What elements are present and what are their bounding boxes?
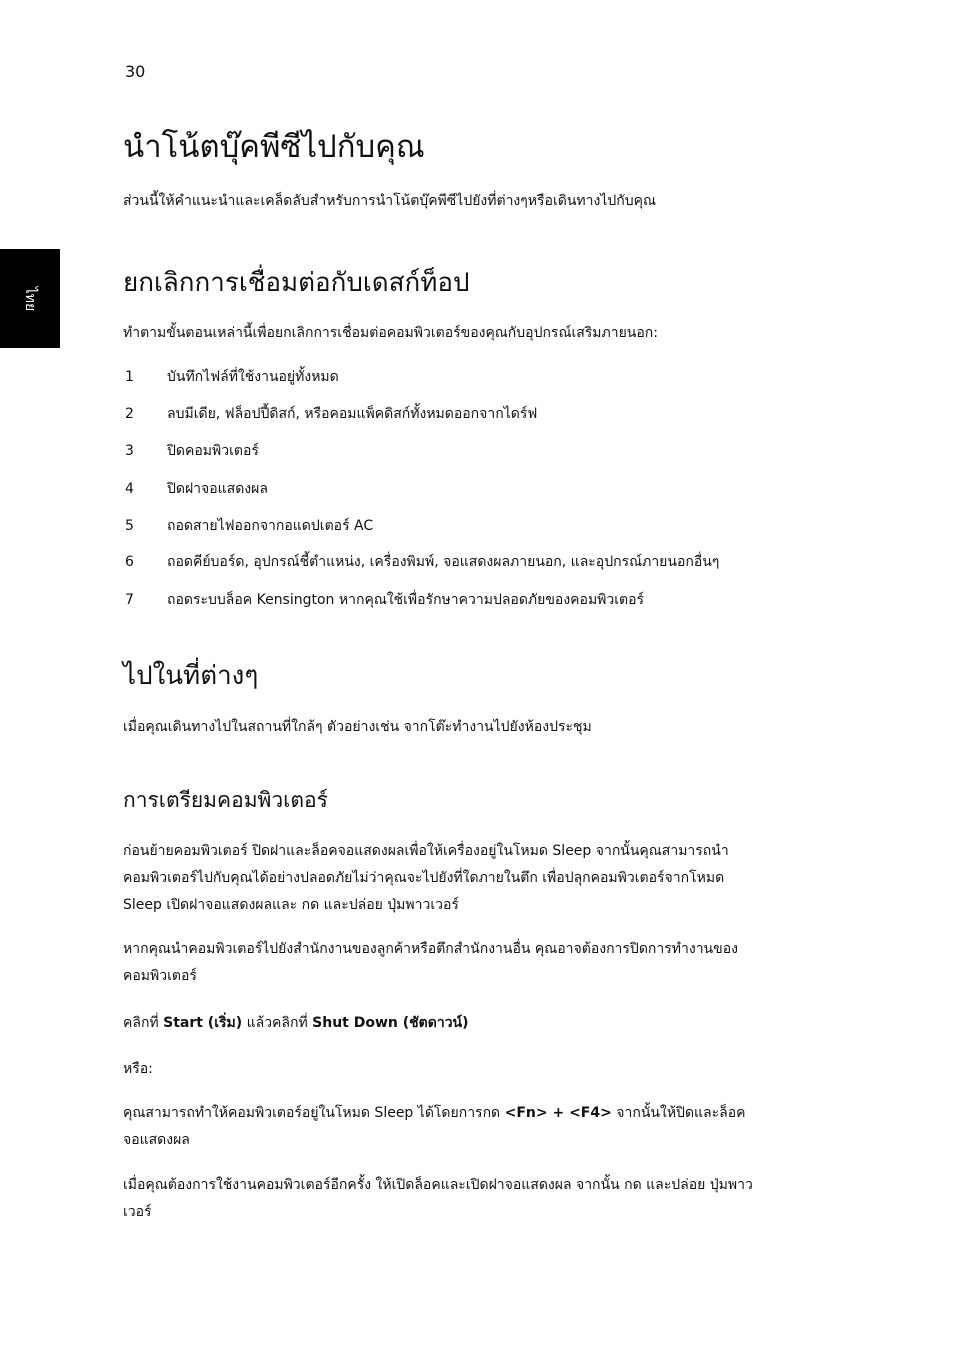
- step-text: ถอดคีย์บอร์ด, อุปกรณ์ชี้ตำแหน่ง, เครื่องพิมพ์, จอแสดงผลภายนอก, และอุปกรณ์ภายนอกอื่นๆ: [167, 554, 720, 570]
- step-text: ปิดฝาจอแสดงผล: [167, 481, 268, 497]
- step-number: 6: [125, 554, 134, 570]
- step-number: 3: [125, 443, 134, 459]
- list-item: [125, 440, 259, 462]
- page-title: นำโน้ตบุ๊คพีซีไปกับคุณ: [123, 129, 425, 165]
- or-label: หรือ:: [123, 1061, 153, 1077]
- list-item: [125, 551, 719, 573]
- subheading-prepare-computer: การเตรียมคอมพิวเตอร์: [123, 788, 328, 812]
- step-text: ปิดคอมพิวเตอร์: [167, 443, 259, 459]
- section-heading-disconnect: ยกเลิกการเชื่อมต่อกับเดสก์ท็อป: [123, 268, 470, 298]
- step-number: 1: [125, 369, 134, 385]
- disconnect-lead: ทำตามขั้นตอนเหล่านี้เพื่อยกเลิกการเชื่อมต่อคอมพิวเตอร์ของคุณกับอุปกรณ์เสริมภายนอก:: [123, 325, 658, 341]
- list-item: [125, 515, 373, 537]
- sleep-prefix: คุณสามารถทำให้คอมพิวเตอร์อยู่ในโหมด Sleep ได้โดยการกด: [123, 1105, 505, 1121]
- click-middle: แล้วคลิกที่: [242, 1015, 313, 1031]
- office-paragraph: หากคุณนำคอมพิวเตอร์ไปยังสำนักงานของลูกค้าหรือตึกสำนักงานอื่น คุณอาจต้องการปิดการทำงานของคอมพิวเตอร์: [123, 941, 738, 984]
- sleep-suffix: จากนั้นให้ปิดและล็อคจอแสดงผล: [123, 1105, 746, 1148]
- start-menu-label: Start (เริ่ม): [163, 1015, 243, 1031]
- shutdown-label: Shut Down (ชัตดาวน์): [312, 1015, 469, 1031]
- list-item: [125, 478, 268, 500]
- list-item: [125, 589, 644, 611]
- step-number: 4: [125, 481, 134, 497]
- list-item: [125, 403, 537, 425]
- step-text: ถอดสายไฟออกจากอแดปเตอร์ AC: [167, 518, 374, 534]
- page-number: 30: [125, 62, 146, 81]
- language-tab-label: ไทย: [22, 286, 38, 311]
- intro-paragraph: ส่วนนี้ให้คำแนะนำและเคล็ดลับสำหรับการนำโน้ตบุ๊คพีซีไปยังที่ต่างๆหรือเดินทางไปกับคุณ: [123, 193, 656, 209]
- step-number: 2: [125, 406, 134, 422]
- click-prefix: คลิกที่: [123, 1015, 164, 1031]
- moving-lead: เมื่อคุณเดินทางไปในสถานที่ใกล้ๆ ตัวอย่างเช่น จากโต๊ะทำงานไปยังห้องประชุม: [123, 719, 592, 735]
- step-number: 7: [125, 592, 134, 608]
- prepare-paragraph: ก่อนย้ายคอมพิวเตอร์ ปิดฝาและล็อคจอแสดงผลเพื่อให้เครื่องอยู่ในโหมด Sleep จากนั้นคุณสามารถนำคอมพิวเตอร์ไปกับคุณได้อย่างปลอดภัยไม่ว่าคุณจะไปยังที่ใดภายในตึก เพื่อปลุกคอมพิวเตอร์จากโหมด Sleep เปิดฝาจอแสดงผลและ กด และปล่อย ปุ่มพาวเวอร์: [123, 843, 729, 913]
- list-item: [125, 366, 339, 388]
- shutdown-instruction: [123, 1010, 773, 1037]
- section-heading-moving: ไปในที่ต่างๆ: [123, 661, 259, 691]
- step-number: 5: [125, 518, 134, 534]
- language-side-tab: [0, 249, 60, 348]
- step-text: บันทึกไฟล์ที่ใช้งานอยู่ทั้งหมด: [167, 369, 339, 385]
- step-text: ลบมีเดีย, ฟล็อปปี้ดิสก์, หรือคอมแพ็คดิสก์ทั้งหมดออกจากไดร์ฟ: [167, 406, 538, 422]
- step-text: ถอดระบบล็อค Kensington หากคุณใช้เพื่อรักษาความปลอดภัยของคอมพิวเตอร์: [167, 592, 645, 608]
- sleep-paragraph: [123, 1100, 773, 1154]
- resume-paragraph: เมื่อคุณต้องการใช้งานคอมพิวเตอร์อีกครั้ง ให้เปิดล็อคและเปิดฝาจอแสดงผล จากนั้น กด และปล่อย ปุ่มพาวเวอร์: [123, 1177, 753, 1220]
- sleep-keys: <Fn> + <F4>: [504, 1105, 612, 1121]
